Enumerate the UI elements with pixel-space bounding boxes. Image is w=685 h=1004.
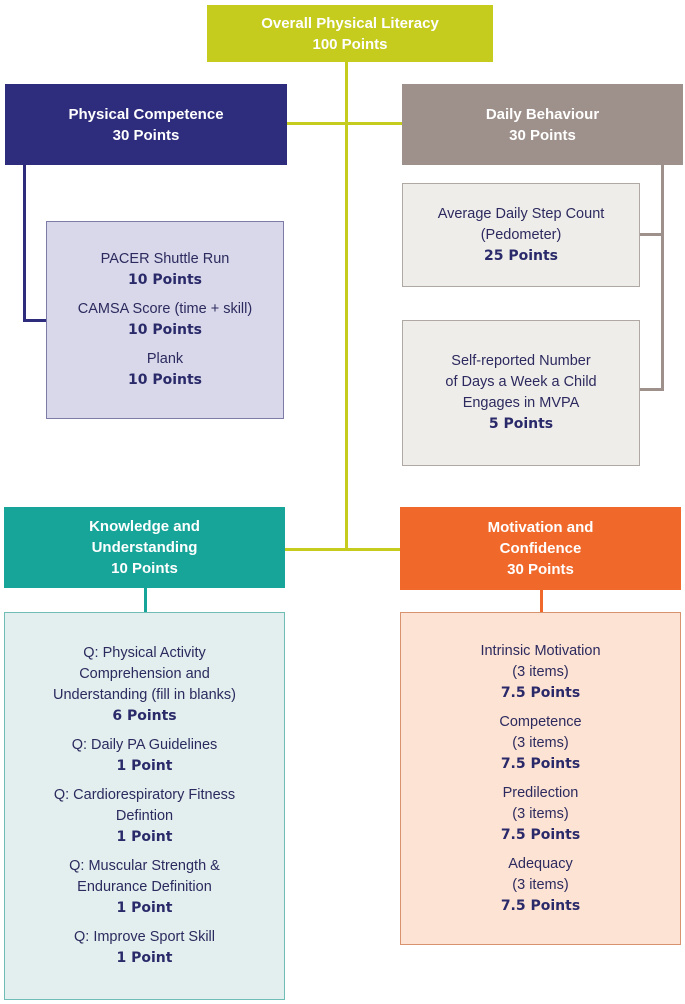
pc-item xyxy=(128,349,202,391)
knowledge-item-label: Q: Daily PA Guidelines xyxy=(71,737,218,753)
motivation-item-label: Competence xyxy=(499,713,582,730)
knowledge-item-label: Q: Muscular Strength & xyxy=(69,858,220,874)
pc-item-points: 10 Points xyxy=(127,272,203,288)
pc-item xyxy=(101,249,230,291)
motivation-item-points: 7.5 Points xyxy=(500,684,581,701)
knowledge-item-points: 1 Point xyxy=(116,950,173,966)
physical-competence-box xyxy=(5,84,287,165)
motivation-item-points: 7.5 Points xyxy=(500,897,581,914)
motivation-item xyxy=(501,783,580,846)
db-item-label: Self-reported Number xyxy=(451,353,591,369)
motivation-item-count: (3 items) xyxy=(512,876,569,893)
knowledge-item xyxy=(69,856,220,919)
overall-title: Overall Physical Literacy xyxy=(261,14,439,32)
knowledge-box xyxy=(4,507,285,588)
motivation-title: Confidence xyxy=(499,540,582,557)
pc-item-points: 10 Points xyxy=(127,322,202,338)
knowledge-item-points: 1 Point xyxy=(116,829,173,845)
connector-trunk xyxy=(345,62,348,550)
knowledge-item xyxy=(54,785,235,848)
connector-pc-vertical xyxy=(23,165,26,322)
motivation-item-count: (3 items) xyxy=(512,805,569,822)
connector-pc-horizontal xyxy=(23,319,47,322)
daily-behaviour-points: 30 Points xyxy=(509,126,576,144)
knowledge-item-label: Endurance Definition xyxy=(77,879,212,895)
db-item-step-count xyxy=(402,183,640,287)
db-item-label: Average Daily Step Count xyxy=(437,205,605,222)
pc-item-label: Plank xyxy=(146,351,184,367)
connector-upper-horizontal xyxy=(287,122,402,125)
pc-item-points: 10 Points xyxy=(127,372,203,388)
motivation-item xyxy=(501,854,580,917)
knowledge-item-label: Q: Cardiorespiratory Fitness xyxy=(53,787,236,803)
knowledge-item xyxy=(53,643,236,727)
connector-db-vertical xyxy=(661,165,664,391)
connector-lower-horizontal xyxy=(285,548,400,551)
knowledge-item-points: 1 Point xyxy=(116,758,173,774)
physical-competence-items xyxy=(46,221,284,419)
knowledge-item-label: Comprehension and xyxy=(79,666,210,682)
knowledge-item-points: 1 Point xyxy=(116,900,173,916)
daily-behaviour-title: Daily Behaviour xyxy=(485,105,600,123)
overall-box xyxy=(207,5,493,62)
daily-behaviour-box xyxy=(402,84,683,165)
knowledge-title: Understanding xyxy=(91,539,198,556)
db-item-points: 5 Points xyxy=(488,416,554,432)
connector-db-horizontal-1 xyxy=(640,233,664,236)
pc-item-label: PACER Shuttle Run xyxy=(100,251,230,267)
motivation-box xyxy=(400,507,681,590)
db-item-label: (Pedometer) xyxy=(480,226,562,243)
knowledge-item-label: Defintion xyxy=(115,808,174,824)
knowledge-title: Knowledge and xyxy=(89,518,200,535)
db-item-label: of Days a Week a Child xyxy=(445,374,597,390)
motivation-item xyxy=(499,712,581,775)
knowledge-item-label: Q: Improve Sport Skill xyxy=(73,929,215,945)
motivation-points: 30 Points xyxy=(507,561,574,578)
db-item-points: 25 Points xyxy=(483,247,559,264)
motivation-items xyxy=(400,612,681,945)
motivation-item xyxy=(480,641,600,704)
physical-competence-title: Physical Competence xyxy=(68,105,224,123)
motivation-item-count: (3 items) xyxy=(512,663,569,680)
knowledge-item-label: Understanding (fill in blanks) xyxy=(53,687,236,703)
knowledge-items xyxy=(4,612,285,1000)
db-item-mvpa xyxy=(402,320,640,466)
physical-competence-points: 30 Points xyxy=(112,126,180,144)
knowledge-item xyxy=(72,735,218,777)
knowledge-item-points: 6 Points xyxy=(112,708,177,724)
motivation-item-label: Adequacy xyxy=(508,855,573,872)
motivation-item-points: 7.5 Points xyxy=(500,826,581,843)
pc-item-label: CAMSA Score (time + skill) xyxy=(77,301,253,317)
connector-db-horizontal-2 xyxy=(640,388,664,391)
motivation-item-label: Predilection xyxy=(502,784,579,801)
motivation-item-points: 7.5 Points xyxy=(500,755,581,772)
motivation-item-count: (3 items) xyxy=(512,734,569,751)
connector-motivation-stem xyxy=(540,590,543,612)
db-item-label: Engages in MVPA xyxy=(462,395,580,411)
pc-item xyxy=(78,299,252,341)
overall-points: 100 Points xyxy=(312,35,388,53)
knowledge-item-label: Q: Physical Activity xyxy=(83,645,206,661)
knowledge-item xyxy=(74,927,215,969)
connector-knowledge-stem xyxy=(144,588,147,612)
motivation-title: Motivation and xyxy=(487,519,594,536)
knowledge-points: 10 Points xyxy=(111,560,178,577)
motivation-item-label: Intrinsic Motivation xyxy=(480,642,601,659)
